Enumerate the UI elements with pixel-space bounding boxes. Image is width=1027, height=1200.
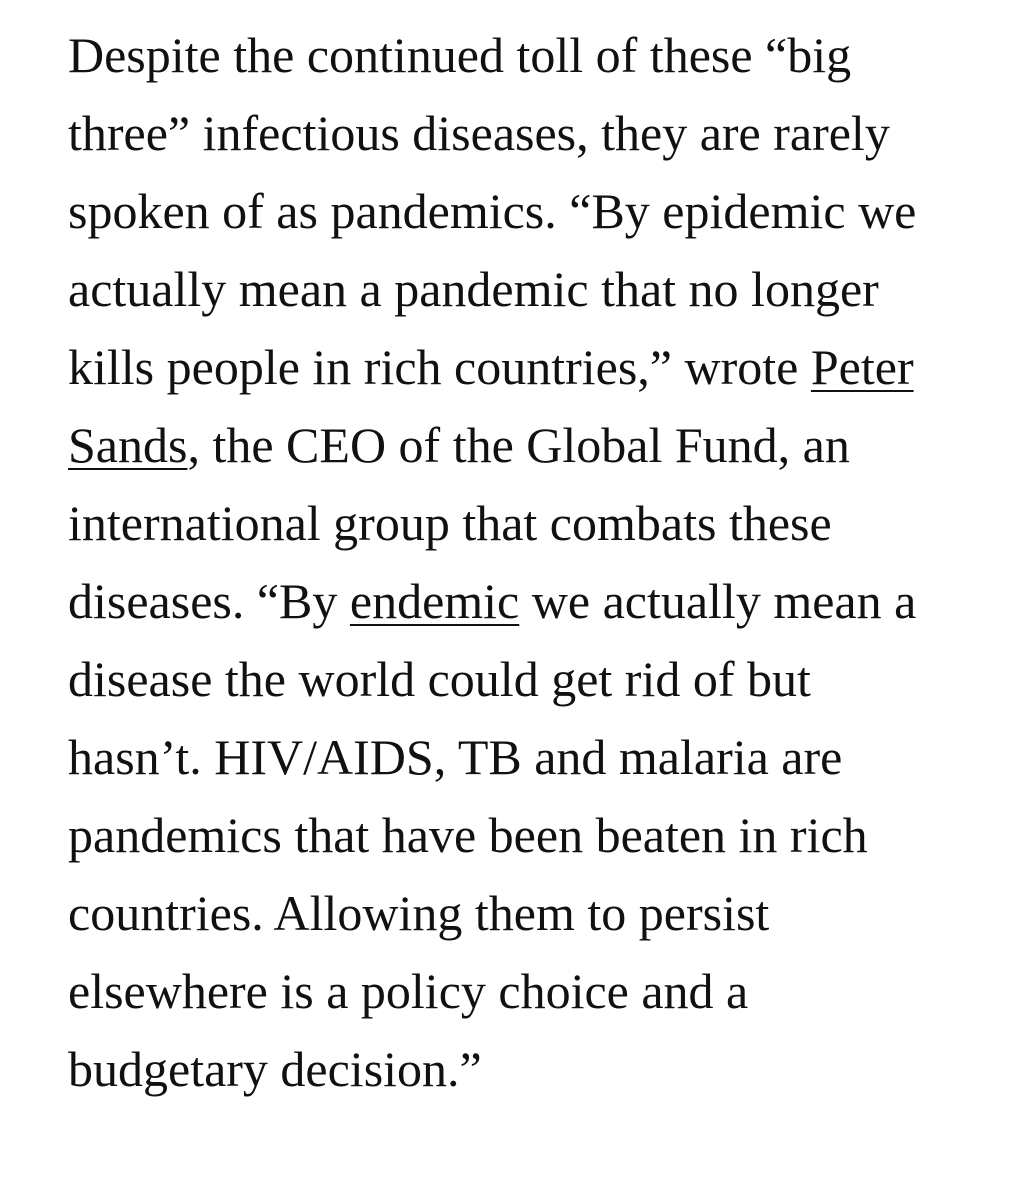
text-segment: international group that combats these [68, 495, 832, 551]
text-segment: three” infectious diseases, they are rarely [68, 105, 890, 161]
text-segment: spoken of as pandemics. “By epidemic we [68, 183, 917, 239]
text-line [68, 718, 1008, 796]
text-segment: pandemics that have been beaten in rich [68, 807, 868, 863]
text-segment: , the CEO of the Global Fund, an [187, 417, 850, 473]
text-segment: countries. Allowing them to persist [68, 885, 770, 941]
endemic-link[interactable] [350, 573, 519, 629]
text-segment: disease the world could get rid of but [68, 651, 811, 707]
text-segment: we actually mean a [519, 573, 917, 629]
peter-sands-link-continued[interactable] [68, 417, 187, 473]
text-line [68, 16, 1008, 94]
text-line [68, 250, 1008, 328]
link-text: Sands [68, 417, 188, 473]
text-line [68, 796, 1008, 874]
article-paragraph [68, 16, 1008, 1108]
text-segment: diseases. “By [68, 573, 350, 629]
link-text: endemic [349, 573, 520, 629]
text-line [68, 328, 1008, 406]
text-line [68, 640, 1008, 718]
peter-sands-link[interactable] [811, 339, 914, 395]
text-line [68, 1030, 1008, 1108]
text-segment: elsewhere is a policy choice and a [68, 963, 749, 1019]
text-segment: Despite the continued toll of these “big [68, 27, 852, 83]
text-line [68, 952, 1008, 1030]
text-line [68, 484, 1008, 562]
link-text: Peter [810, 339, 914, 395]
text-line [68, 874, 1008, 952]
text-line [68, 94, 1008, 172]
text-segment: hasn’t. HIV/AIDS, TB and malaria are [68, 729, 843, 785]
text-line [68, 406, 1008, 484]
text-line [68, 172, 1008, 250]
text-segment: budgetary decision.” [68, 1041, 482, 1097]
text-segment: kills people in rich countries,” wrote [68, 339, 811, 395]
text-segment: actually mean a pandemic that no longer [68, 261, 879, 317]
text-line [68, 562, 1008, 640]
